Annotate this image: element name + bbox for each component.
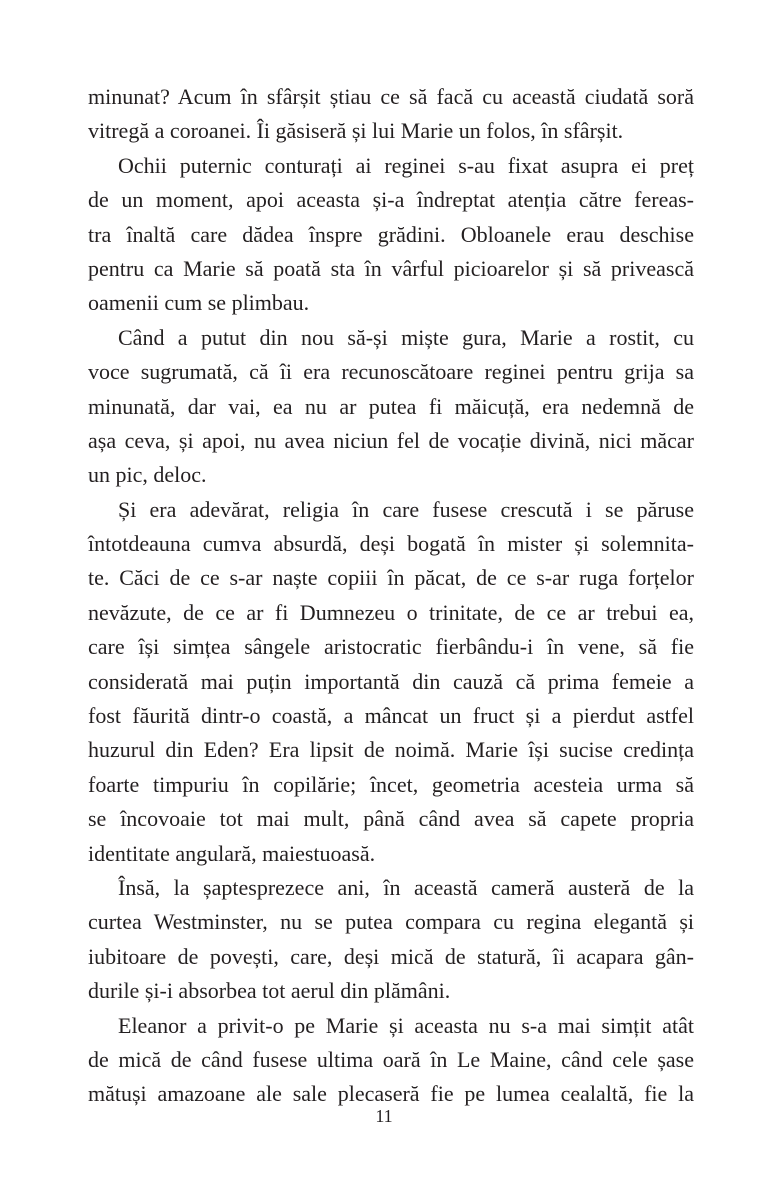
text-line: foarte timpuriu în copilărie; încet, geometria acesteia urma să xyxy=(88,771,694,797)
text-line: Ochii puternic conturați ai reginei s-au fixat asupra ei preț xyxy=(118,152,694,178)
paragraph xyxy=(88,1009,694,1112)
text-line: fost făurită dintr-o coastă, a mâncat un fruct și a pierdut astfel xyxy=(88,703,694,729)
text-line: se încovoaie tot mai mult, până când avea să capete propria xyxy=(88,806,694,832)
text-line: considerată mai puțin importantă din cauză că prima femeie a xyxy=(88,668,694,694)
text-line: nevăzute, de ce ar fi Dumnezeu o trinitate, de ce ar trebui ea, xyxy=(88,599,694,625)
text-line: întotdeauna cumva absurdă, deși bogată în mister și solemnita- xyxy=(88,531,694,557)
paragraph xyxy=(88,871,694,1009)
text-line: minunată, dar vai, ea nu ar putea fi măicuță, era nedemnă de xyxy=(88,393,694,419)
body-text xyxy=(88,80,694,1112)
text-line: Și era adevărat, religia în care fusese crescută i se păruse xyxy=(118,496,694,522)
paragraph xyxy=(88,493,694,871)
text-line: voce sugrumată, că îi era recunoscătoare reginei pentru grija sa xyxy=(88,359,694,385)
paragraph xyxy=(88,321,694,493)
text-line: oamenii cum se plimbau. xyxy=(88,290,310,316)
page-number: 11 xyxy=(375,1106,393,1126)
paragraph xyxy=(88,80,694,149)
text-line: de mică de când fusese ultima oară în Le Maine, când cele șase xyxy=(88,1046,694,1072)
paragraph xyxy=(88,149,694,321)
text-line: te. Căci de ce s-ar naște copiii în păcat, de ce s-ar ruga forțelor xyxy=(88,565,694,591)
text-line: identitate angulară, maiestuoasă. xyxy=(88,840,376,866)
text-line: vitregă a coroanei. Îi găsiseră și lui Marie un folos, în sfârșit. xyxy=(88,118,624,144)
text-line: Însă, la șaptesprezece ani, în această cameră austeră de la xyxy=(118,874,694,900)
text-line: tra înaltă care dădea înspre grădini. Obloanele erau deschise xyxy=(88,221,694,247)
text-line: iubitoare de povești, care, deși mică de statură, îi acapara gân- xyxy=(88,943,694,969)
text-line: minunat? Acum în sfârșit știau ce să facă cu această ciudată soră xyxy=(88,84,694,109)
text-line: Când a putut din nou să-și miște gura, Marie a rostit, cu xyxy=(118,324,694,350)
text-line: durile și-i absorbea tot aerul din plămâni. xyxy=(88,978,451,1004)
text-line: pentru ca Marie să poată sta în vârful picioarelor și să privească xyxy=(88,255,694,281)
text-line: de un moment, apoi aceasta și-a îndreptat atenția către fereas- xyxy=(88,187,694,213)
text-line: un pic, deloc. xyxy=(88,462,207,488)
text-line: curtea Westminster, nu se putea compara cu regina elegantă și xyxy=(88,909,694,935)
text-line: huzurul din Eden? Era lipsit de noimă. Marie își sucise credința xyxy=(88,737,694,763)
text-line: așa ceva, și apoi, nu avea niciun fel de vocație divină, nici măcar xyxy=(88,427,694,453)
text-line: mătuși amazoane ale sale plecaseră fie pe lumea cealaltă, fie la xyxy=(88,1081,694,1107)
text-line: Eleanor a privit-o pe Marie și aceasta nu s-a mai simțit atât xyxy=(118,1012,694,1038)
text-line: care își simțea sângele aristocratic fierbându-i în vene, să fie xyxy=(88,634,694,660)
